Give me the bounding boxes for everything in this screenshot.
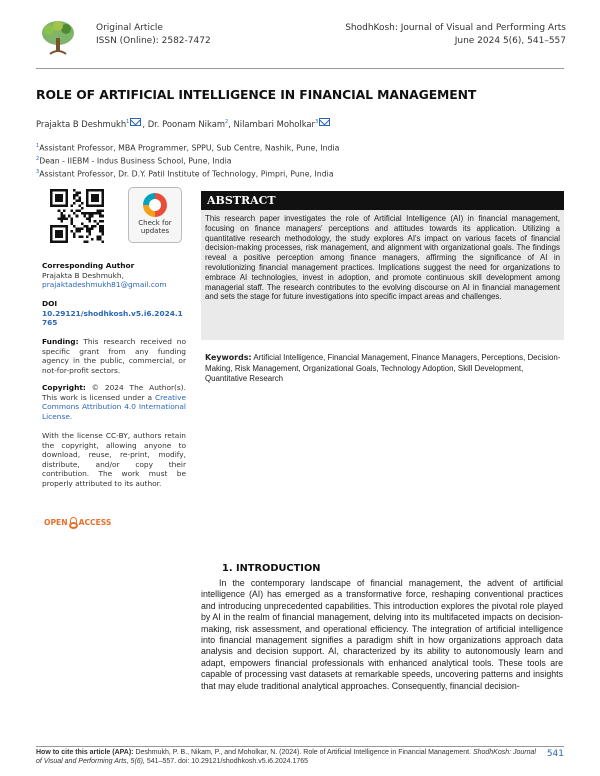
open-lock-icon <box>69 517 78 528</box>
funding-text: This research received no specific grant from any funding agency in the public, commercial, or not-for-profit sectors. <box>42 337 186 375</box>
doi-block <box>42 299 186 328</box>
citation-block <box>36 748 536 766</box>
crossmark-icon <box>143 193 167 217</box>
affiliation-item <box>36 167 339 180</box>
affiliation-sup: 3 <box>36 169 40 176</box>
license-link[interactable]: Creative Commons Attribution 4.0 International License. <box>42 392 186 421</box>
affiliation-item <box>36 154 339 167</box>
issue-info: June 2024 5(6), 541–557 <box>454 36 566 46</box>
affiliation-sup: 2 <box>36 156 40 163</box>
open-access-logo <box>44 517 111 528</box>
badge-line2: updates <box>140 227 170 235</box>
license-note: With the license CC-BY, authors retain the copyright, allowing anyone to download, reuse, re-print, modify, distribute, and/or copy their contribution. The work must be properly attributed to its author. <box>42 431 186 488</box>
cite-label: How to cite this article (APA): <box>36 749 134 756</box>
keywords <box>205 353 561 385</box>
qr-code-icon[interactable] <box>50 189 104 243</box>
author-name: Nilambari Moholkar <box>233 119 315 129</box>
header-right <box>345 22 566 48</box>
open-access-right: ACCESS <box>78 518 112 527</box>
section-heading-introduction: 1. INTRODUCTION <box>222 563 321 574</box>
funding-heading: Funding: <box>42 337 79 346</box>
article-title: ROLE OF ARTIFICIAL INTELLIGENCE IN FINANCIAL MANAGEMENT <box>36 87 477 102</box>
check-for-updates-badge[interactable] <box>128 187 182 243</box>
page-number: 541 <box>546 749 564 759</box>
author-name: Dr. Poonam Nikam <box>147 119 225 129</box>
copyright-block <box>42 383 186 421</box>
email-icon[interactable] <box>319 118 330 126</box>
author-affiliation-sup: 2 <box>224 119 229 126</box>
author-affiliation-sup: 1 <box>126 119 130 126</box>
cite-journal: ShodhKosh: Journal of Visual and Performing Arts, 5(6), <box>36 749 536 765</box>
affiliation-sup: 1 <box>36 143 40 149</box>
issn: ISSN (Online): 2582-7472 <box>96 36 211 46</box>
header-left <box>96 22 211 48</box>
copyright-text: © 2024 The Author(s). This work is licensed under a <box>42 383 186 402</box>
journal-logo-tree-icon <box>38 18 78 58</box>
introduction-text: In the contemporary landscape of financial management, the advent of artificial intelligence (AI) has emerged as a transformative force, reshaping conventional practices and introducing unprecedented capabilities. This introduction explores the pivotal role played by AI in the realm of financial management, delving into its multifaceted impacts on decision-making, risk assessment, and operational efficiency. The integration of artificial intelligence into financial management signifies a paradigm shift in how organizations approach data analysis and decision support. AI, characterized by its ability to autonomously learn and adapt, empowers financial professionals with enhanced analytical tools. These tools are capable of processing vast datasets at remarkable speeds, uncovering patterns and insights that may elude traditional analytical approaches. Consequently, financial decision- <box>201 578 563 691</box>
journal-name: ShodhKosh: Journal of Visual and Performing Arts <box>345 23 566 33</box>
header-divider <box>36 68 564 69</box>
affiliation-text: Assistant Professor, Dr. D.Y. Patil Institute of Technology, Pimpri, Pune, India <box>39 169 334 179</box>
abstract-text: This research paper investigates the role of Artificial Intelligence (AI) in financial management, focusing on finance managers' perceptions and attitudes towards its application. Utilizing a quantitative research methodology, the study explores AI's impact on various facets of financial decision-making processes, risk management, and alignment with organizational goals. The findings reveal a positive perception among finance managers, affirming the significance of AI in revolutionizing financial management practices. Implications suggest the need for organizations to embrace AI technologies, invest in adoption, and promote continuous skill development among managerial staff. The research contributes to the evolving discourse on AI in financial management and sets the stage for future investigations into specific impact areas and challenges. <box>205 214 560 302</box>
author-list <box>36 118 331 129</box>
affiliation-list <box>36 141 339 180</box>
doi-heading: DOI <box>42 299 58 308</box>
corresponding-name: Prajakta B Deshmukh, <box>42 270 124 280</box>
cite-pages: 541–557. doi: 10.29121/shodhkosh.v5.i6.2024.1765 <box>146 758 309 765</box>
author-affiliation-sup: 3 <box>314 119 319 126</box>
affiliation-text: Dean - IIEBM - Indus Business School, Pune, India <box>39 156 232 166</box>
abstract-heading: ABSTRACT <box>201 191 564 210</box>
affiliation-text: Assistant Professor, MBA Programmer, SPPU, Sub Centre, Nashik, Pune, India <box>39 143 340 153</box>
corresponding-heading: Corresponding Author <box>42 261 135 270</box>
keywords-label: Keywords: <box>205 353 252 362</box>
affiliation-item <box>36 141 339 154</box>
author-name: Prajakta B Deshmukh <box>36 119 127 129</box>
corresponding-email-link[interactable]: prajaktadeshmukh81@gmail.com <box>42 280 167 290</box>
cite-text: Deshmukh, P. B., Nikam, P., and Moholkar, N. (2024). Role of Artificial Intelligence in Financial Management. <box>135 749 471 756</box>
badge-line1: Check for <box>138 219 172 227</box>
funding-block <box>42 337 186 375</box>
email-icon[interactable] <box>130 118 141 126</box>
article-type: Original Article <box>96 23 163 33</box>
copyright-heading: Copyright: <box>42 383 86 392</box>
corresponding-author-block <box>42 261 186 290</box>
footer-divider <box>36 746 564 747</box>
author-separator: , <box>228 119 234 129</box>
author-separator: , <box>142 119 148 129</box>
doi-link[interactable]: 10.29121/shodhkosh.v5.i6.2024.1765 <box>42 308 183 328</box>
open-access-left: OPEN <box>44 518 68 527</box>
keywords-text: Artificial Intelligence, Financial Management, Finance Managers, Perceptions, Decision-Making, Risk Management, Organizational Goals, Technology Adoption, Skill Development, Quantitative Research <box>205 353 561 384</box>
